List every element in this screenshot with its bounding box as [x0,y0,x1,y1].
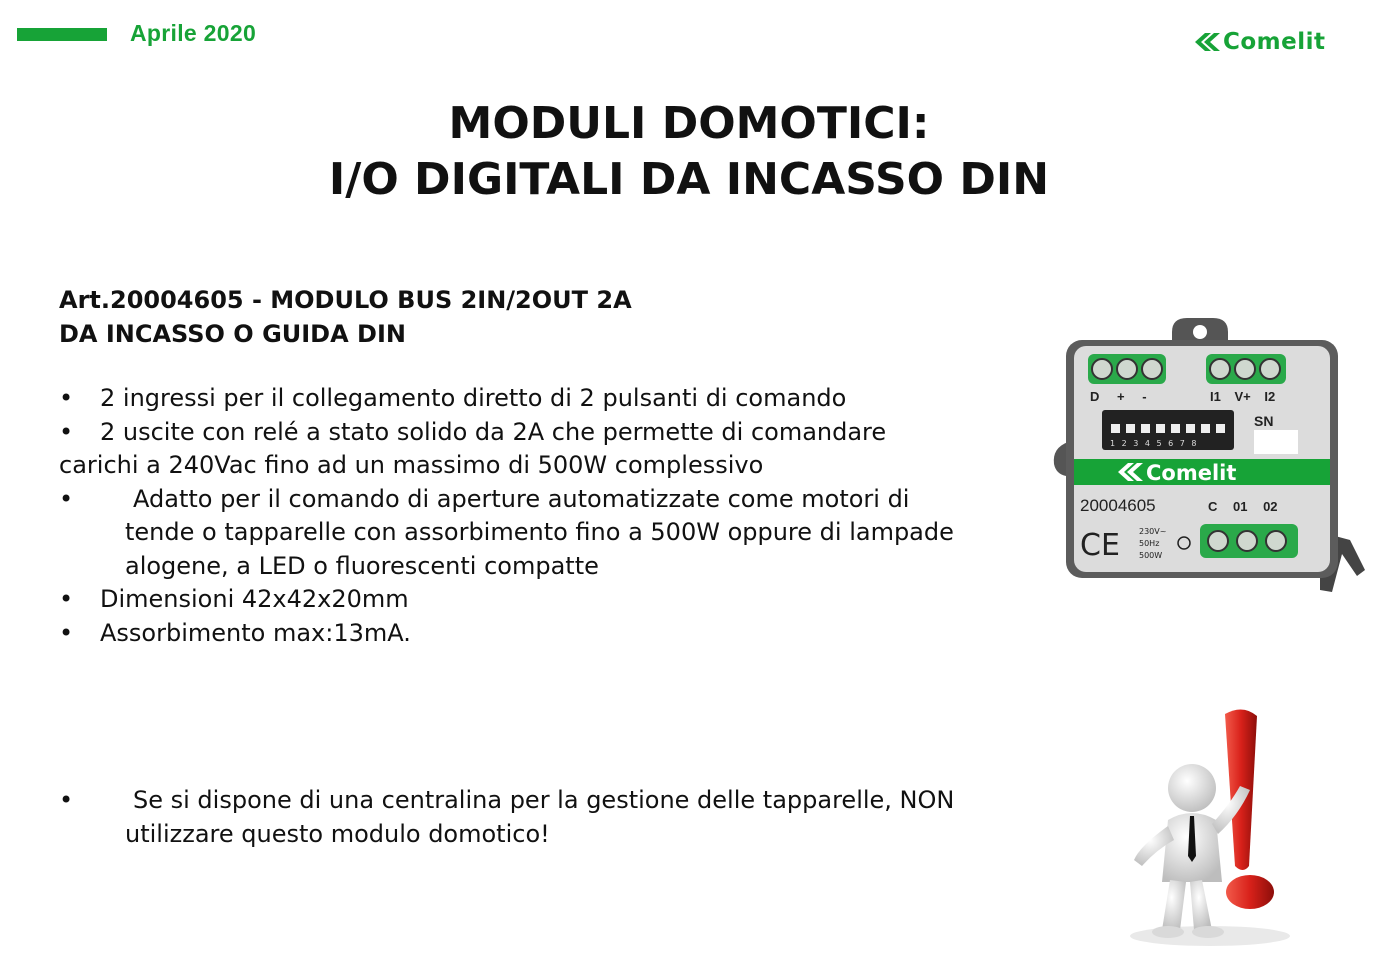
list-item [59,416,1069,483]
terminal-labels-right: I1 V+ I2 [1210,389,1276,404]
list-item-text: 2 ingressi per il collegamento diretto di 2 pulsanti di comando [100,384,847,412]
module-code: 20004605 [1080,496,1156,515]
bullet-dot: • [59,384,74,412]
rating-voltage: 230V~ [1139,527,1167,536]
module-product-image [1040,312,1370,607]
list-item-text: tende o tapparelle con assorbimento fino a 500W oppure di lampade [125,518,954,546]
list-item [59,382,1069,416]
module-brand: Comelit [1146,461,1237,485]
list-item [59,617,1069,651]
comelit-logo [1193,29,1326,55]
product-heading-line-1: Art.20004605 - MODULO BUS 2IN/2OUT 2A [59,286,632,314]
bullet-dot: • [59,484,74,513]
page-title [0,96,1378,208]
list-item [59,583,1069,617]
bullet-dot: • [59,417,74,446]
comelit-logo-icon [1193,31,1223,53]
list-item-text: utilizzare questo modulo domotico! [125,819,550,848]
output-terminal-labels: C 01 02 [1208,499,1278,514]
sn-box [1254,430,1298,454]
logo-text: Comelit [1223,29,1326,55]
list-item-text: carichi a 240Vac fino ad un massimo di 500W complessivo [59,451,764,479]
date-bar [17,28,107,41]
sn-label: SN [1254,413,1274,429]
list-item-text: Assorbimento max:13mA. [100,618,411,647]
list-item-text: Dimensioni 42x42x20mm [100,585,409,613]
ce-mark: CE [1080,528,1120,563]
list-item-text: alogene, a LED o fluorescenti compatte [125,551,599,580]
bullet-dot: • [59,585,74,613]
rating-power: 500W [1139,551,1163,560]
date-label: Aprile 2020 [130,20,257,46]
product-heading [59,283,632,351]
dip-numbers: 1 2 3 4 5 6 7 8 [1110,439,1197,448]
list-item-text: Adatto per il comando di aperture automatizzate come motori di [133,484,910,513]
terminal-labels-left: D + - [1090,389,1147,404]
product-heading-line-2: DA INCASSO O GUIDA DIN [59,320,406,348]
title-line-2: I/O DIGITALI DA INCASSO DIN [328,154,1050,205]
warning-exclamation-figure-icon [1100,700,1340,955]
warning-note [59,784,1069,851]
title-line-1: MODULI DOMOTICI: [448,98,930,149]
list-item-text: 2 uscite con relé a stato solido da 2A che permette di comandare [100,417,887,446]
rating-frequency: 50Hz [1139,539,1160,548]
bullet-dot: • [59,786,74,814]
bullet-dot: • [59,618,74,647]
list-item-text: Se si dispone di una centralina per la gestione delle tapparelle, NON [133,786,955,814]
list-item [59,784,1069,851]
feature-list [59,382,1069,650]
list-item [59,483,1069,584]
